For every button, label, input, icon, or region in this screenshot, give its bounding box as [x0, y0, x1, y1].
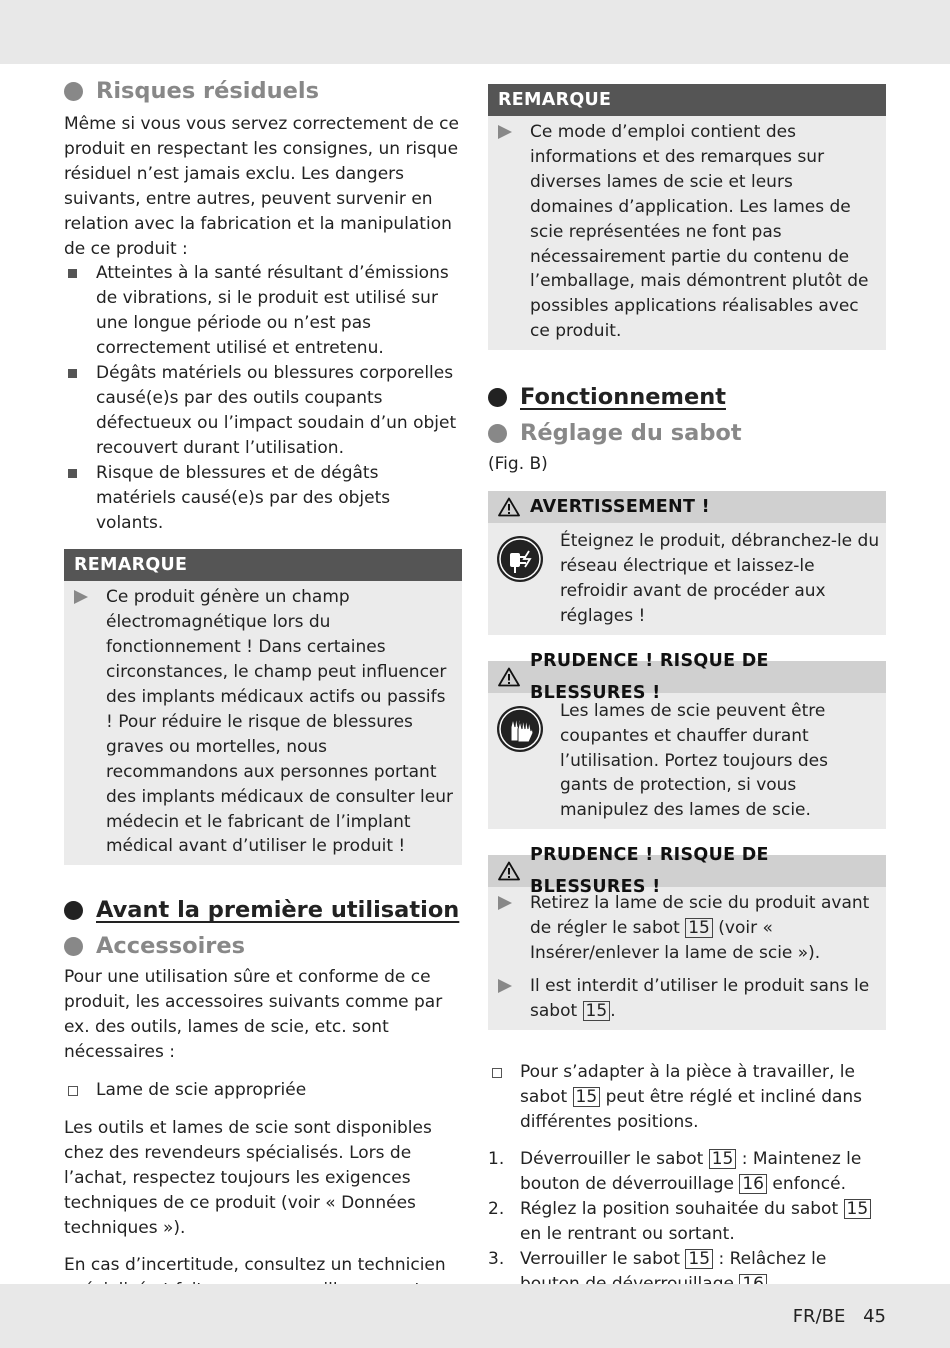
list-item: Dégâts matériels ou blessures corporelles causé(e)s par des outils coupants défectueux ou l’impact soudain d’un objet recouvert durant l’utilisation.: [64, 361, 462, 461]
part-ref: 16: [739, 1174, 767, 1194]
avertissement-header: AVERTISSEMENT !: [488, 491, 886, 523]
remarque-title: REMARQUE: [64, 549, 462, 581]
prudence-text: Les lames de scie peuvent être coupantes et chauffer durant l’utilisation. Portez toujours des gants de protection, si vous manipulez des lames de scie.: [560, 700, 828, 821]
list-item: Pour s’adapter à la pièce à travailler, le sabot 15 peut être réglé et incliné dans différentes positions.: [488, 1060, 886, 1135]
unplug-icon: [496, 535, 544, 583]
arrow-right-icon: [74, 590, 88, 604]
page-number: 45: [863, 1306, 886, 1327]
remarque-box-right: [488, 84, 886, 350]
part-ref: 15: [709, 1149, 737, 1169]
fig-ref: (Fig. B): [488, 454, 548, 475]
part-ref: 15: [685, 1249, 713, 1269]
bullet-dot-icon: [64, 82, 83, 101]
arrow-right-icon: [498, 979, 512, 993]
right-column: [488, 84, 886, 1297]
risques-intro: Même si vous vous servez correctement de ce produit en respectant les consignes, un risque résiduel n’est jamais exclu. Les dangers suivants, entre autres, peuvent survenir en relation avec la fabrication et la manipulation de ce produit :: [64, 114, 459, 259]
risques-list: [64, 261, 462, 535]
step-item: 1. Déverrouiller le sabot 15 : Maintenez le bouton de déverrouillage 16 enfoncé.: [488, 1149, 862, 1195]
left-column: [64, 76, 462, 1328]
avant-heading: Avant la première utilisation: [64, 895, 462, 925]
warning-triangle-icon: [498, 667, 520, 687]
avertissement-box: [488, 491, 886, 635]
accessoires-para1: Les outils et lames de scie sont disponibles chez des revendeurs spécialisés. Lors de l’achat, respectez toujours les exigences techniques de ce produit (voir « Données techniques »).: [64, 1117, 432, 1238]
footer-lang: FR/BE: [792, 1306, 846, 1327]
prudence-header: PRUDENCE ! RISQUE DE BLESSURES !: [488, 855, 886, 887]
gloves-icon: [496, 705, 544, 753]
page-footer: [793, 1306, 886, 1327]
prudence-header: PRUDENCE ! RISQUE DE BLESSURES !: [488, 661, 886, 693]
list-item: Atteintes à la santé résultant d’émissions de vibrations, si le produit est utilisé sur une longue période ou n’est pas correctement utilisé et entretenu.: [64, 261, 462, 361]
step-item: 2. Réglez la position souhaitée du sabot 15 en le rentrant ou sortant.: [488, 1197, 886, 1247]
fonctionnement-heading: Fonctionnement: [488, 382, 886, 412]
bullet-dot-icon: [64, 901, 83, 920]
bullet-dot-icon: [488, 424, 507, 443]
accessoires-list: [64, 1078, 462, 1103]
part-ref: 15: [573, 1087, 601, 1107]
accessoires-intro: Pour une utilisation sûre et conforme de ce produit, les accessoires suivants comme par ex. des outils, lames de scie, etc. sont nécessaires :: [64, 967, 443, 1063]
accessoires-heading: Accessoires: [64, 931, 462, 961]
part-ref: 15: [583, 1001, 611, 1021]
arrow-right-icon: [498, 896, 512, 910]
prudence-box-1: [488, 650, 886, 830]
step-item: 3. Verrouiller le sabot 15 : Relâchez le: [488, 1247, 886, 1297]
list-item: Lame de scie appropriée: [64, 1078, 462, 1103]
bullet-dot-icon: [64, 937, 83, 956]
bullet-dot-icon: [488, 388, 507, 407]
header-band: [0, 0, 950, 64]
prudence-item: Retirez la lame de scie du produit avant de régler le sabot 15 (voir « Insérer/enlever la lame de scie »).: [498, 891, 880, 966]
warning-triangle-icon: [498, 497, 520, 517]
risques-heading: Risques résiduels: [64, 76, 462, 106]
part-ref: 15: [844, 1199, 872, 1219]
sabot-list: [488, 1060, 886, 1135]
remarque-item: Ce mode d’emploi contient des informations et des remarques sur diverses lames de scie et leurs domaines d’application. Les lames de scie représentées ne font pas nécessairement partie du contenu de l’emballage, mais démontrent plutôt de possibles applications réalisables avec ce produit.: [498, 120, 880, 344]
reglage-heading: Réglage du sabot: [488, 418, 886, 448]
steps-list: [488, 1147, 886, 1296]
list-item: Risque de blessures et de dégâts matériels causé(e)s par des objets volants.: [64, 461, 462, 536]
remarque-title: REMARQUE: [488, 84, 886, 116]
arrow-right-icon: [498, 125, 512, 139]
prudence-item: Il est interdit d’utiliser le produit sans le sabot 15 .: [498, 974, 880, 1024]
accessoires-para2: En cas d’incertitude, consultez un technicien: [64, 1255, 446, 1276]
avertissement-text: Éteignez le produit, débranchez-le du réseau électrique et laissez-le refroidir avant de procéder aux réglages !: [560, 531, 880, 626]
remarque-item: Ce produit génère un champ électromagnétique lors du fonctionnement ! Dans certaines circonstances, le champ peut influencer des implants médicaux actifs ou passifs ! Pour réduire le risque de blessures graves ou mortelles, nous recommandons aux personnes portant des implants médicaux de consulter leur médecin et le fabricant de l’implant médical avant d’utiliser le produit !: [74, 585, 456, 859]
warning-triangle-icon: [498, 861, 520, 881]
part-ref: 15: [685, 918, 713, 938]
remarque-box-left: [64, 549, 462, 865]
prudence-box-2: [488, 845, 886, 1030]
